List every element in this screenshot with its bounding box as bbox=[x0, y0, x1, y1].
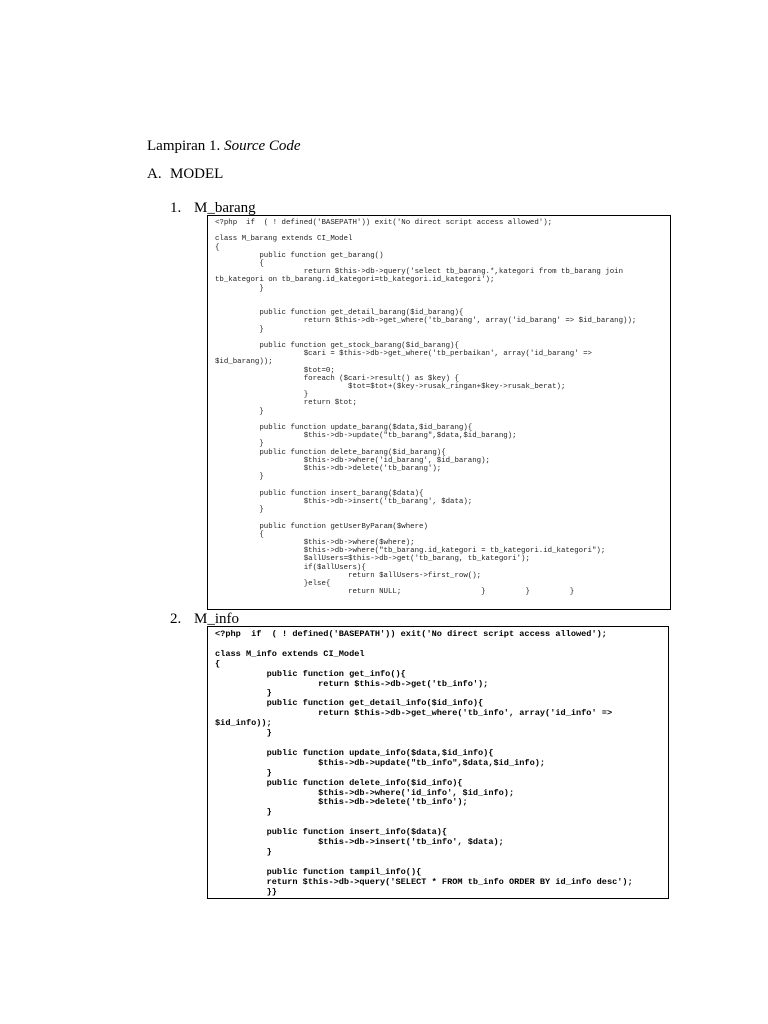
title-emphasis: Source Code bbox=[224, 138, 301, 154]
subsection-number: 1. bbox=[170, 200, 182, 216]
subsection-name: M_barang bbox=[194, 200, 256, 216]
section-heading bbox=[147, 165, 223, 183]
page-title bbox=[147, 137, 301, 155]
code-listing-m-info: <?php if ( ! defined('BASEPATH')) exit('No direct script access allowed'); class M_info extends CI_Model { public function get_info(){ return $this->db->get('tb_info'); } public function get_detail_info($id_info){ return $this->db->get_where('tb_info', array('id_info' => $id_info)); } public function update_info($data,$id_info){ $this->db->update("tb_info",$data,$id_info); } public function delete_info($id_info){ $this->db->where('id_info', $id_info); $this->db->delete('tb_info'); } public function insert_info($data){ $this->db->insert('tb_info', $data); } public function tampil_info(){ return $this->db->query('SELECT * FROM tb_info ORDER BY id_info desc'); }} bbox=[207, 626, 669, 899]
subsection-name: M_info bbox=[194, 611, 239, 627]
section-number: A. bbox=[147, 166, 162, 182]
title-prefix: Lampiran 1. bbox=[147, 138, 221, 154]
code-listing-m-barang: <?php if ( ! defined('BASEPATH')) exit('No direct script access allowed'); class M_barang extends CI_Model { public function get_barang() { return $this->db->query('select tb_barang.*,kategori from tb_barang join tb_kategori on tb_barang.id_kategori=tb_kategori.id_kategori'); } public function get_detail_barang($id_barang){ return $this->db->get_where('tb_barang', array('id_barang' => $id_barang)); } public function get_stock_barang($id_barang){ $cari = $this->db->get_where('tb_perbaikan', array('id_barang' => $id_barang)); $tot=0; foreach ($cari->result() as $key) { $tot=$tot+($key->rusak_ringan+$key->rusak_berat); } return $tot; } public function update_barang($data,$id_barang){ $this->db->update("tb_barang",$data,$id_barang); } public function delete_barang($id_barang){ $this->db->where('id_barang', $id_barang); $this->db->delete('tb_barang'); } public function insert_barang($data){ $this->db->insert('tb_barang', $data); } public function getUserByParam($where) { $this->db->where($where); $this->db->where("tb_barang.id_kategori = tb_kategori.id_kategori"); $allUsers=$this->db->get('tb_barang, tb_kategori'); if($allUsers){ return $allUsers->first_row(); }else{ return NULL; } } } bbox=[207, 215, 671, 610]
section-label: MODEL bbox=[170, 166, 224, 182]
subsection-number: 2. bbox=[170, 611, 182, 627]
